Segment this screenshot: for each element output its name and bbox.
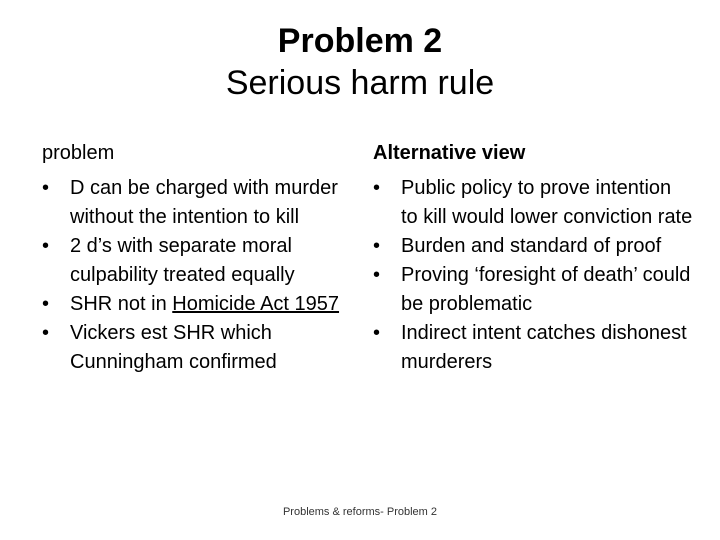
list-item-text: 2 d’s with separate moral culpability treated equally [70,235,295,286]
list-item [373,319,693,377]
list-item [42,290,342,319]
list-item-text: D can be charged with murder without the intention to kill [70,177,338,228]
list-item-text: Vickers est SHR which Cunningham confirmed [70,322,277,373]
bullet-icon: • [42,235,50,257]
slide-title-block [0,20,720,104]
list-item-text: Burden and standard of proof [401,235,662,257]
slide-footer: Problems & reforms- Problem 2 [282,506,438,518]
list-item-text: Indirect intent catches dishonest murderers [401,322,687,373]
list-item-text: Public policy to prove intention to kill would lower conviction rate [401,177,693,228]
list-item-text: SHR not in [70,293,173,315]
list-item [42,232,342,290]
list-item [373,261,693,319]
bullet-icon: • [42,293,50,315]
alternative-view-column [373,138,693,377]
list-item [373,174,693,232]
list-item [373,232,693,261]
bullet-icon: • [373,322,381,344]
bullet-icon: • [373,264,381,286]
bullet-icon: • [42,322,50,344]
bullet-icon: • [373,235,381,257]
slide-subtitle: Serious harm rule [225,64,495,102]
list-item-text: Proving ‘foresight of death’ could be problematic [401,264,691,315]
bullet-icon: • [373,177,381,199]
bullet-icon: • [42,177,50,199]
alternative-view-list [373,174,693,377]
list-item [42,319,342,377]
homicide-act-reference: Homicide Act 1957 [172,293,340,315]
problem-column [42,138,342,377]
slide-title: Problem 2 [277,22,443,60]
alternative-view-heading: Alternative view [373,142,526,164]
problem-heading: problem [42,142,115,164]
list-item [42,174,342,232]
problem-list [42,174,342,377]
